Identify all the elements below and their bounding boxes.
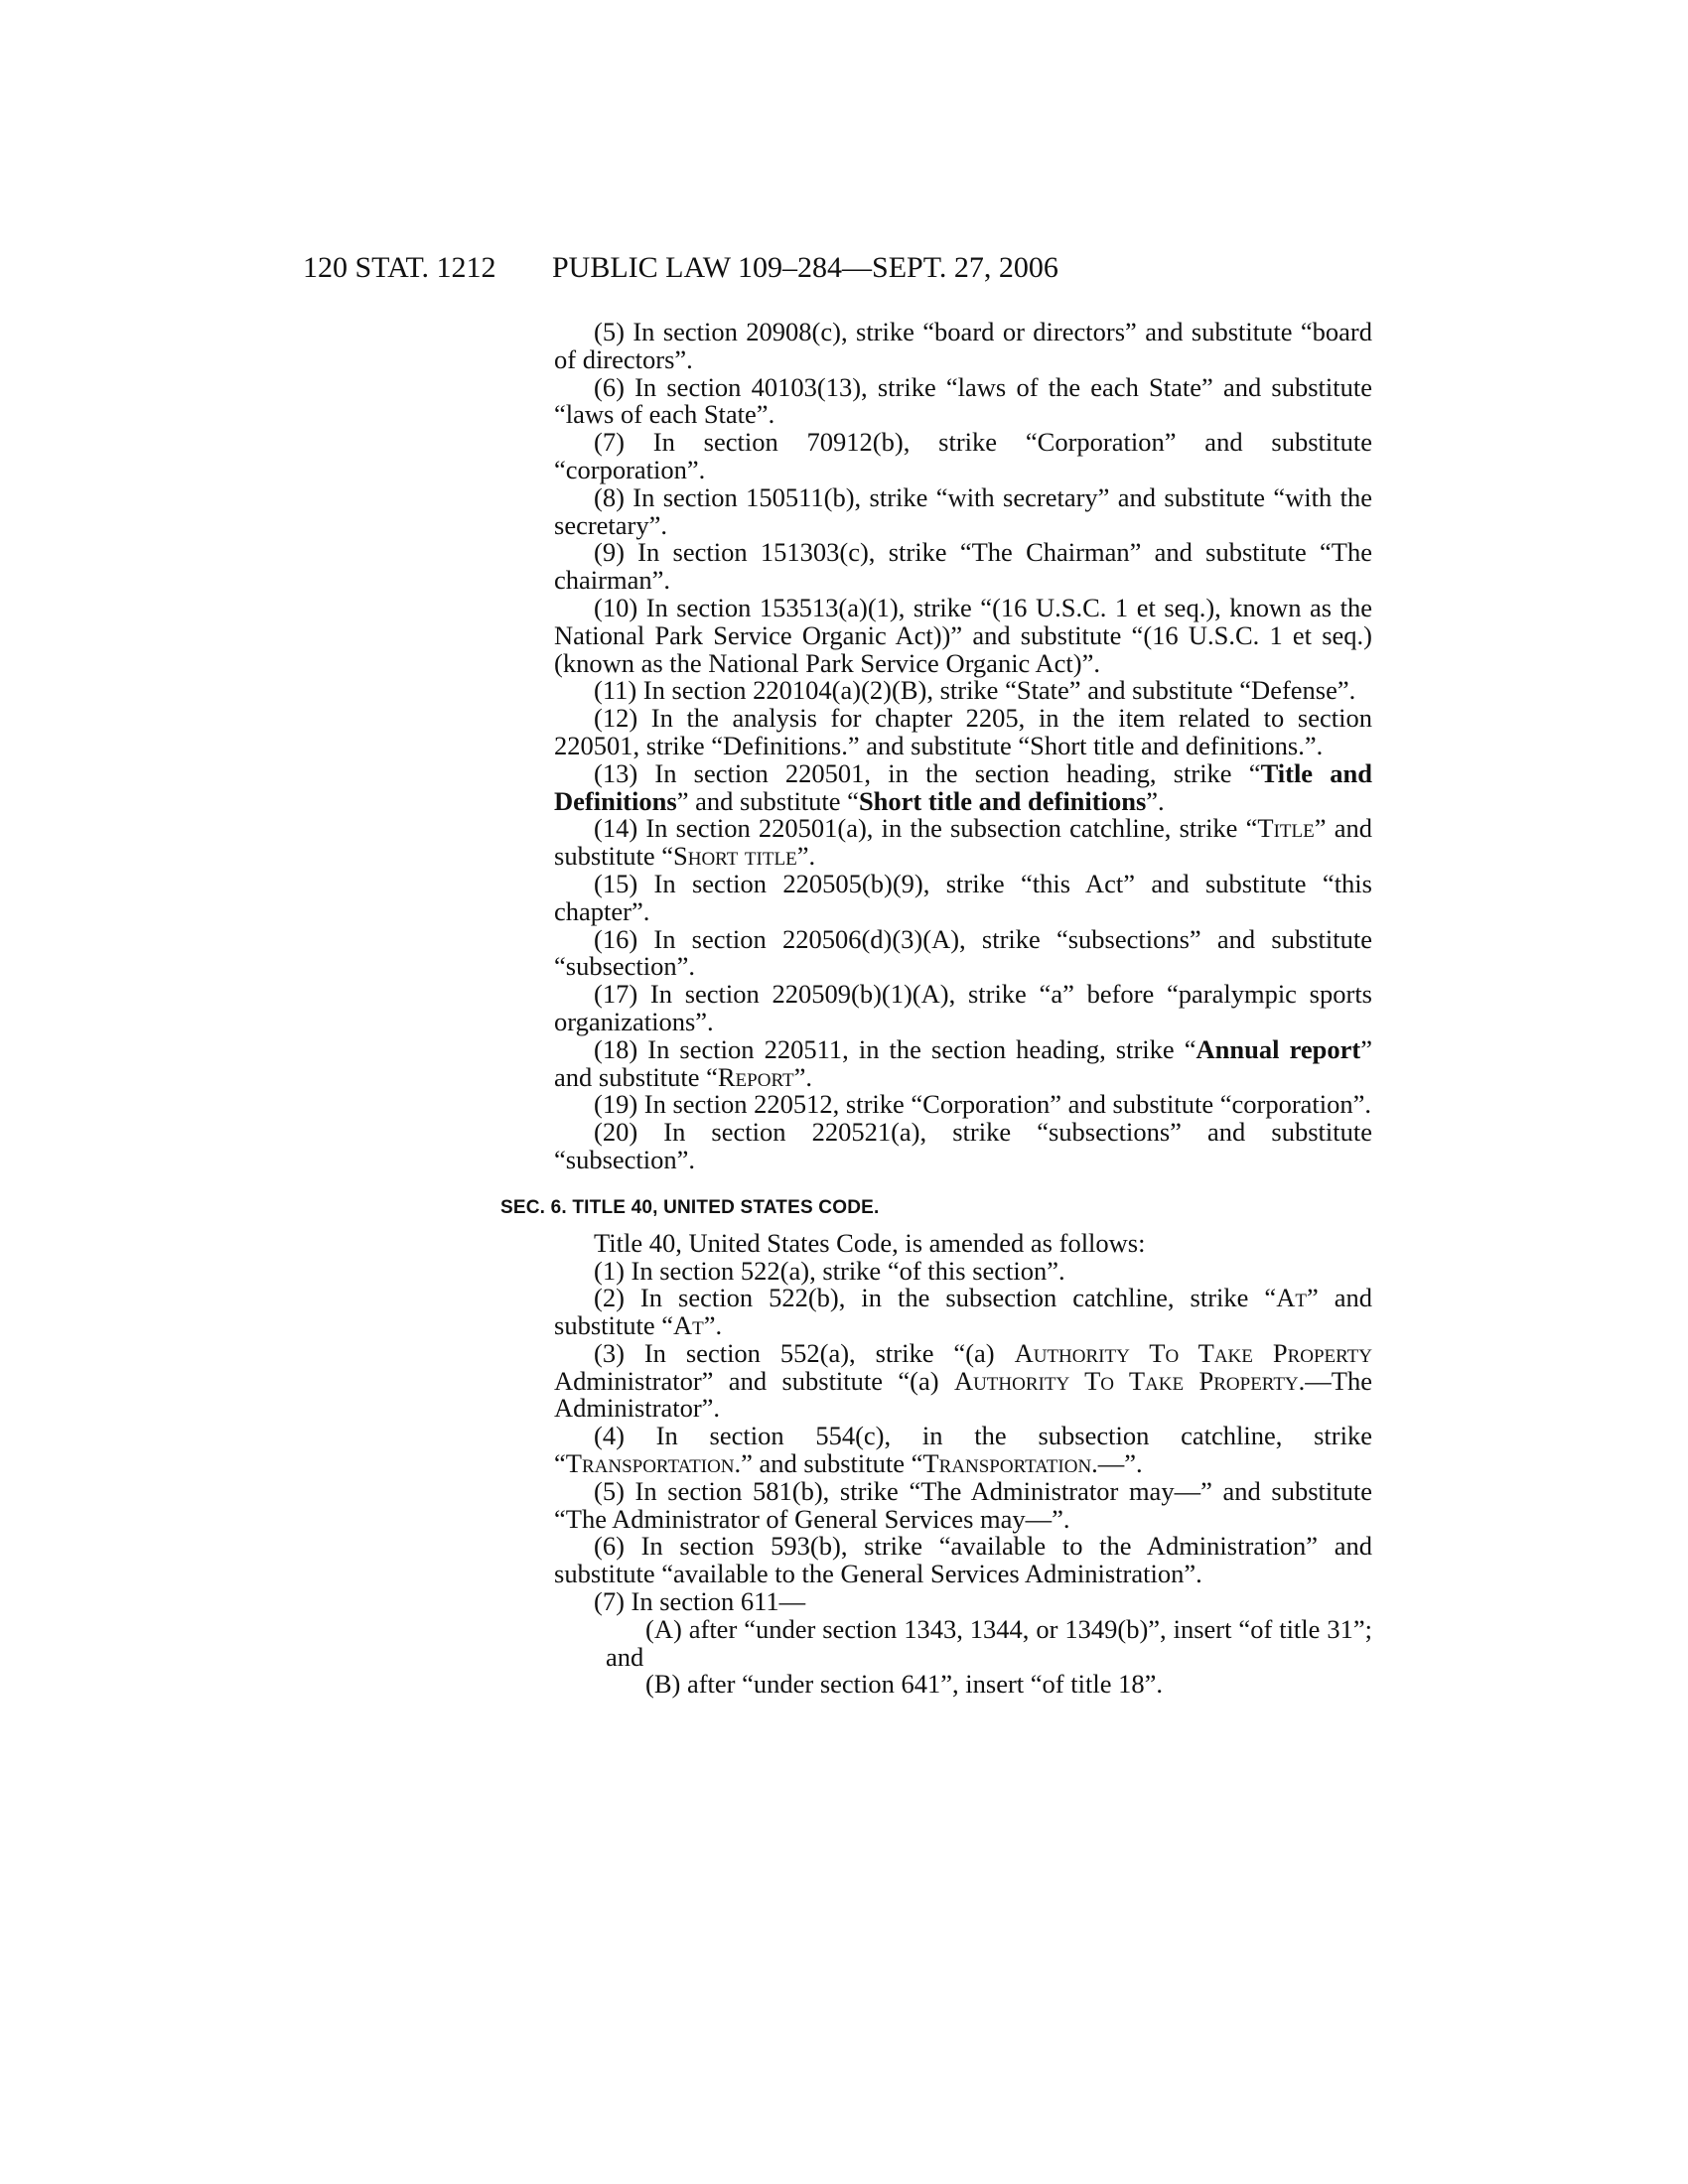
amendment-item-19: (19) In section 220512, strike “Corporation” and substitute “corporation”. [594,1089,1372,1120]
s6-item-3-text-a: (3) In section 552(a), strike “(a) [594,1337,1015,1368]
section-6-item-2 [554,1285,1372,1340]
item-14-text-a: (14) In section 220501(a), in the subsection catchline, strike “ [594,813,1258,844]
section-6-item-7a: (A) after “under section 1343, 1344, or 1349(b)”, insert “of title 31”; and [606,1613,1372,1672]
item-18-text-a: (18) In section 220511, in the section heading, strike “ [594,1033,1196,1064]
s6-item-4-text-c: .” and substitute “ [734,1448,923,1479]
s6-item-3-new-catchline: Authority To Take Property [953,1365,1299,1396]
s6-item-4-text-e: .—”. [1091,1448,1143,1479]
s6-item-2-new-catchline: At [672,1310,704,1341]
amendment-item-10: (10) In section 153513(a)(1), strike “(16 U.S.C. 1 et seq.), known as the National Park Service Organic Act))” and substitute “(16 U.S.C. 1 et seq.) (known as the National Park Service Organic Act)”. [554,592,1372,678]
amendment-item-14 [554,815,1372,871]
amendment-item-12: (12) In the analysis for chapter 2205, in the item related to section 220501, strike “Definitions.” and substitute “Short title and definitions.”. [554,703,1372,760]
item-13-text-c: ” and substitute “ [676,785,859,816]
amendment-item-20: (20) In section 220521(a), strike “subsections” and substitute “subsection”. [554,1117,1372,1174]
s6-item-2-text-e: ”. [703,1310,723,1341]
s6-item-4-struck-catchline: Transportation [565,1448,735,1479]
s6-item-2-struck-catchline: At [1276,1283,1307,1313]
amendment-item-6: (6) In section 40103(13), strike “laws of the each State” and substitute “laws of each State”. [554,371,1372,430]
amendment-item-18 [554,1033,1372,1092]
s6-item-3-text-c: Administrator” and substitute “(a) [554,1365,954,1396]
amendment-item-11: (11) In section 220104(a)(2)(B), strike “State” and substitute “Defense”. [594,675,1356,706]
amendment-item-16: (16) In section 220506(d)(3)(A), strike “subsections” and substitute “subsection”. [554,923,1372,982]
s6-item-3-struck-catchline: Authority To Take Property [1014,1337,1372,1368]
section-6-heading: SEC. 6. TITLE 40, UNITED STATES CODE. [500,1196,880,1218]
item-18-new-heading: Report [717,1061,794,1092]
item-18-struck-heading: Annual report [1196,1033,1361,1064]
amendment-item-17: (17) In section 220509(b)(1)(A), strike “a” before “paralympic sports organizations”. [554,979,1372,1036]
s6-item-4-text-a: (4) In section 554(c), in the subsection catchline, strike “ [554,1421,1372,1479]
section-6-item-7b: (B) after “under section 641”, insert “of title 18”. [645,1669,1163,1700]
amendment-item-9: (9) In section 151303(c), strike “The Chairman” and substitute “The chairman”. [554,537,1372,596]
item-13-struck-heading: Title and Definitions [554,757,1373,816]
item-13-text-a: (13) In section 220501, in the section heading, strike “ [594,757,1261,788]
section-6-item-1: (1) In section 522(a), strike “of this section”. [594,1255,1065,1286]
section-6-item-7: (7) In section 611— [594,1586,806,1617]
item-14-new-catchline: Short title [672,841,797,872]
section-6-item-6: (6) In section 593(b), strike “available to the Administration” and substitute “available to the General Services Administration”. [554,1531,1372,1589]
running-header-title: PUBLIC LAW 109–284—SEPT. 27, 2006 [552,251,1058,284]
amendment-item-5: (5) In section 20908(c), strike “board or directors” and substitute “board of directors”. [554,317,1372,374]
page-body [500,317,1373,1700]
s6-item-2-text-a: (2) In section 522(b), in the subsection catchline, strike “ [594,1283,1277,1313]
item-13-text-e: ”. [1146,785,1165,816]
section-6-item-4 [554,1423,1372,1478]
item-14-text-c: ” and substitute “ [554,813,1372,872]
statute-page-number: 120 STAT. 1212 [303,251,496,284]
section-6-intro: Title 40, United States Code, is amended as follows: [594,1227,1146,1258]
item-18-text-c: ” and substitute “ [554,1033,1372,1092]
section-6-item-3 [554,1337,1372,1424]
item-18-text-e: ”. [793,1061,812,1092]
amendment-item-13 [554,757,1373,816]
section-6-item-5: (5) In section 581(b), strike “The Administrator may—” and substitute “The Administrator of General Services may—”. [554,1475,1372,1534]
item-13-new-heading: Short title and definitions [858,785,1147,816]
amendment-item-8: (8) In section 150511(b), strike “with secretary” and substitute “with the secretary”. [554,481,1372,540]
item-14-text-e: ”. [796,841,816,872]
s6-item-4-new-catchline: Transportation [922,1448,1092,1479]
s6-item-2-text-c: ” and substitute “ [554,1283,1372,1341]
item-14-struck-catchline: Title [1257,813,1315,844]
amendment-item-15: (15) In section 220505(b)(9), strike “this Act” and substitute “this chapter”. [554,868,1372,926]
amendment-item-7: (7) In section 70912(b), strike “Corporation” and substitute “corporation”. [554,427,1372,484]
s6-item-3-text-e: .—The Administrator”. [554,1365,1372,1424]
